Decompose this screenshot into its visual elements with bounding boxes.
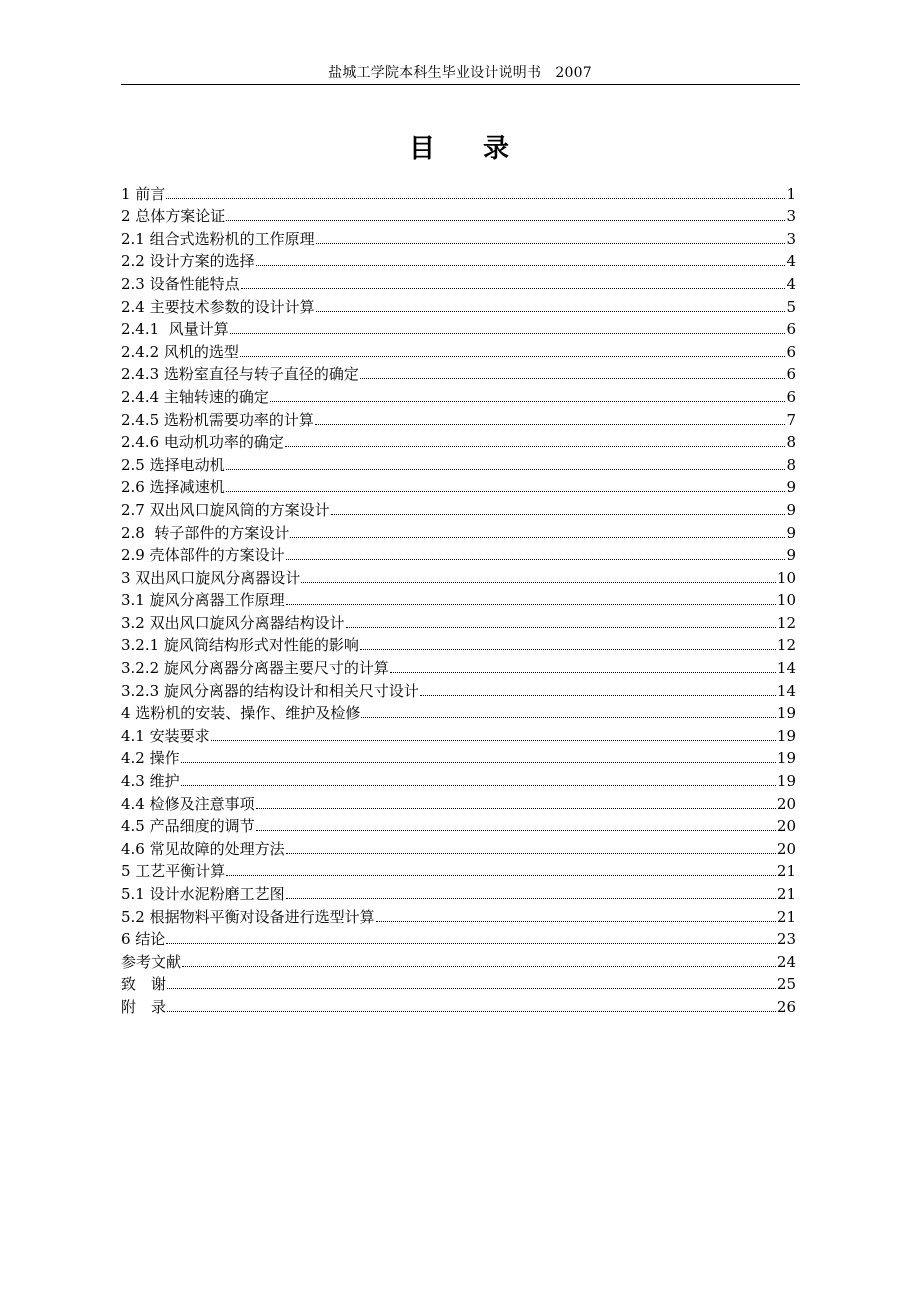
toc-entry[interactable] (121, 926, 796, 949)
toc-entry[interactable] (121, 203, 796, 226)
toc-entry-label: 2.3 设备性能特点 (121, 274, 240, 293)
toc-entry-label: 2 总体方案论证 (121, 207, 226, 226)
toc-entry-label: 3 双出风口旋风分离器设计 (121, 568, 301, 587)
toc-entry-page-number: 23 (776, 930, 796, 949)
toc-dot-leader (315, 424, 786, 425)
toc-entry[interactable] (121, 722, 796, 745)
toc-dot-leader (316, 311, 786, 312)
toc-entry-label: 2.6 选择减速机 (121, 478, 225, 497)
toc-dot-leader (390, 672, 776, 673)
toc-entry[interactable] (121, 745, 796, 768)
toc-entry-page-number: 6 (786, 320, 796, 339)
toc-entry-page-number: 9 (786, 546, 796, 565)
toc-entry[interactable] (121, 971, 796, 994)
toc-entry[interactable] (121, 948, 796, 971)
toc-entry-page-number: 5 (786, 297, 796, 316)
toc-entry-page-number: 19 (776, 726, 796, 745)
toc-dot-leader (181, 762, 776, 763)
toc-entry[interactable] (121, 587, 796, 610)
toc-entry[interactable] (121, 813, 796, 836)
table-of-contents (121, 180, 796, 1016)
toc-entry[interactable] (121, 993, 796, 1016)
toc-entry[interactable] (121, 496, 796, 519)
toc-entry-page-number: 3 (786, 207, 796, 226)
toc-entry-page-number: 24 (776, 952, 796, 971)
toc-entry-page-number: 9 (786, 523, 796, 542)
toc-entry-page-number: 26 (776, 997, 796, 1016)
page-header: 盐城工学院本科生毕业设计说明书 2007 (328, 65, 592, 81)
toc-entry-page-number: 10 (776, 591, 796, 610)
toc-dot-leader (316, 243, 786, 244)
toc-entry-page-number: 25 (776, 975, 796, 994)
toc-dot-leader (256, 808, 776, 809)
toc-entry-label: 2.4.5 选粉机需要功率的计算 (121, 410, 314, 429)
toc-entry[interactable] (121, 632, 796, 655)
toc-entry-page-number: 6 (786, 387, 796, 406)
toc-entry-label: 2.4.4 主轴转速的确定 (121, 387, 269, 406)
toc-entry-page-number: 21 (776, 862, 796, 881)
toc-dot-leader (360, 378, 786, 379)
toc-dot-leader (166, 943, 776, 944)
toc-entry-label: 6 结论 (121, 930, 166, 949)
toc-dot-leader (226, 220, 785, 221)
toc-dot-leader (346, 627, 776, 628)
toc-entry-label: 4.6 常见故障的处理方法 (121, 839, 285, 858)
toc-entry[interactable] (121, 248, 796, 271)
toc-dot-leader (290, 537, 785, 538)
toc-dot-leader (166, 198, 785, 199)
toc-entry[interactable] (121, 880, 796, 903)
toc-entry[interactable] (121, 225, 796, 248)
toc-dot-leader (420, 695, 776, 696)
toc-entry[interactable] (121, 429, 796, 452)
toc-dot-leader (286, 559, 786, 560)
toc-entry[interactable] (121, 338, 796, 361)
toc-entry-page-number: 4 (786, 252, 796, 271)
toc-entry-page-number: 20 (776, 794, 796, 813)
toc-title-char-2: 录 (483, 134, 512, 164)
toc-entry-label: 3.2.3 旋风分离器的结构设计和相关尺寸设计 (121, 681, 419, 700)
toc-entry-label: 附 录 (121, 997, 167, 1016)
toc-entry-page-number: 14 (776, 659, 796, 678)
toc-entry[interactable] (121, 790, 796, 813)
toc-entry-label: 3.2 双出风口旋风分离器结构设计 (121, 613, 345, 632)
toc-dot-leader (256, 265, 786, 266)
toc-entry[interactable] (121, 654, 796, 677)
toc-entry-page-number: 10 (776, 568, 796, 587)
toc-entry-label: 2.4.2 风机的选型 (121, 342, 239, 361)
toc-entry-label: 2.4.6 电动机功率的确定 (121, 433, 284, 452)
toc-dot-leader (270, 401, 786, 402)
toc-entry[interactable] (121, 383, 796, 406)
toc-entry-label: 4.5 产品细度的调节 (121, 817, 255, 836)
toc-entry-label: 2.4.1 风量计算 (121, 320, 229, 339)
header-rule (121, 84, 800, 85)
toc-entry-page-number: 12 (776, 613, 796, 632)
toc-entry[interactable] (121, 270, 796, 293)
toc-entry-page-number: 9 (786, 500, 796, 519)
toc-entry-page-number: 3 (786, 229, 796, 248)
toc-entry-label: 4.1 安装要求 (121, 726, 210, 745)
toc-title-char-1: 目 (408, 134, 437, 164)
toc-entry-label: 3.1 旋风分离器工作原理 (121, 591, 285, 610)
toc-dot-leader (285, 446, 786, 447)
toc-entry-label: 2.4.3 选粉室直径与转子直径的确定 (121, 365, 359, 384)
toc-dot-leader (241, 288, 786, 289)
toc-entry-page-number: 21 (776, 907, 796, 926)
toc-entry-page-number: 20 (776, 817, 796, 836)
toc-title (0, 128, 920, 165)
toc-entry-page-number: 9 (786, 478, 796, 497)
toc-entry[interactable] (121, 406, 796, 429)
toc-dot-leader (286, 898, 776, 899)
toc-entry-label: 4 选粉机的安装、操作、维护及检修 (121, 704, 361, 723)
toc-entry-label: 2.7 双出风口旋风筒的方案设计 (121, 500, 330, 519)
toc-entry-label: 2.5 选择电动机 (121, 455, 225, 474)
toc-dot-leader (286, 853, 776, 854)
toc-entry-page-number: 6 (786, 342, 796, 361)
toc-dot-leader (376, 921, 776, 922)
toc-dot-leader (230, 333, 786, 334)
toc-entry-label: 3.2.1 旋风筒结构形式对性能的影响 (121, 636, 359, 655)
toc-entry-label: 2.9 壳体部件的方案设计 (121, 546, 285, 565)
toc-entry-page-number: 19 (776, 749, 796, 768)
toc-entry[interactable] (121, 835, 796, 858)
toc-entry[interactable] (121, 564, 796, 587)
toc-entry-page-number: 14 (776, 681, 796, 700)
toc-entry-label: 3.2.2 旋风分离器分离器主要尺寸的计算 (121, 659, 389, 678)
toc-entry-label: 参考文献 (121, 952, 182, 971)
toc-entry[interactable] (121, 451, 796, 474)
toc-entry-page-number: 1 (786, 184, 796, 203)
toc-dot-leader (167, 1011, 776, 1012)
toc-dot-leader (301, 582, 776, 583)
toc-dot-leader (181, 785, 776, 786)
toc-entry[interactable] (121, 767, 796, 790)
toc-entry[interactable] (121, 609, 796, 632)
toc-entry-page-number: 19 (776, 772, 796, 791)
toc-entry-label: 2.1 组合式选粉机的工作原理 (121, 229, 315, 248)
toc-entry-page-number: 12 (776, 636, 796, 655)
toc-entry-label: 5.1 设计水泥粉磨工艺图 (121, 885, 285, 903)
toc-entry-label: 4.4 检修及注意事项 (121, 794, 255, 813)
toc-dot-leader (182, 966, 776, 967)
toc-dot-leader (211, 740, 776, 741)
toc-entry-label: 4.2 操作 (121, 749, 180, 768)
toc-entry-page-number: 7 (786, 410, 796, 429)
toc-entry-label: 4.3 维护 (121, 772, 180, 791)
toc-entry-label: 5.2 根据物料平衡对设备进行选型计算 (121, 907, 375, 926)
toc-entry-label: 2.4 主要技术参数的设计计算 (121, 297, 315, 316)
toc-entry-page-number: 6 (786, 365, 796, 384)
toc-entry-label: 2.8 转子部件的方案设计 (121, 523, 290, 542)
toc-entry[interactable] (121, 293, 796, 316)
toc-dot-leader (226, 491, 786, 492)
toc-entry[interactable] (121, 474, 796, 497)
toc-dot-leader (360, 649, 776, 650)
toc-entry-page-number: 8 (786, 455, 796, 474)
toc-entry[interactable] (121, 519, 796, 542)
toc-entry-label: 致 谢 (121, 975, 167, 994)
toc-entry[interactable] (121, 677, 796, 700)
toc-entry[interactable] (121, 316, 796, 339)
toc-entry[interactable] (121, 542, 796, 565)
toc-entry[interactable] (121, 361, 796, 384)
toc-entry[interactable] (121, 180, 796, 203)
toc-entry-page-number: 20 (776, 839, 796, 858)
toc-entry[interactable] (121, 903, 796, 926)
toc-entry-page-number: 19 (776, 704, 796, 723)
toc-entry[interactable] (121, 858, 796, 881)
toc-dot-leader (256, 830, 776, 831)
toc-dot-leader (226, 875, 776, 876)
toc-entry-label: 1 前言 (121, 184, 166, 203)
toc-entry-page-number: 4 (786, 274, 796, 293)
toc-dot-leader (286, 604, 776, 605)
toc-dot-leader (226, 469, 786, 470)
toc-entry-label: 5 工艺平衡计算 (121, 862, 226, 881)
toc-dot-leader (240, 356, 786, 357)
toc-dot-leader (361, 717, 776, 718)
toc-entry-page-number: 21 (776, 885, 796, 903)
toc-entry-label: 2.2 设计方案的选择 (121, 252, 255, 271)
toc-dot-leader (167, 988, 776, 989)
toc-entry-page-number: 8 (786, 433, 796, 452)
toc-dot-leader (331, 514, 786, 515)
toc-entry[interactable] (121, 700, 796, 723)
